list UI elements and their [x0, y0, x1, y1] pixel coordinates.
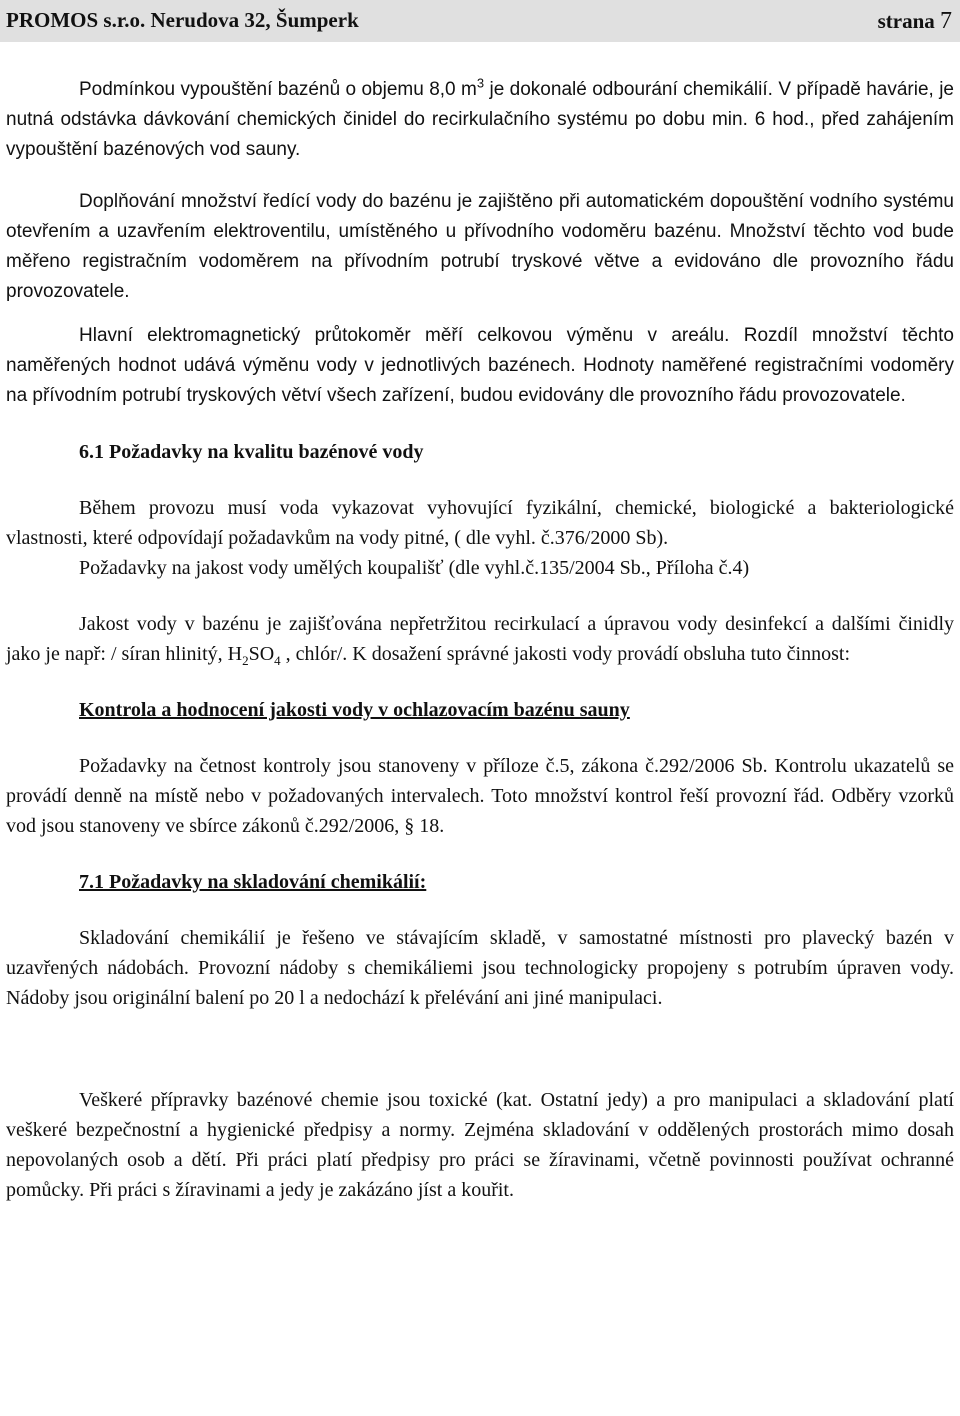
p1-text-a: Podmínkou vypouštění bazénů o objemu 8,0 m: [79, 79, 477, 100]
p6-subscript-2: 4: [274, 653, 281, 668]
paragraph-chemical-storage: Skladování chemikálií je řešeno ve stávajícím skladě, v samostatné místnosti pro plavecký bazén v uzavřených nádobách. Provozní nádoby s chemikáliemi jsou technologicky propojeny s potrubím úpraven vody. Nádoby jsou originální balení po 20 l a nedochází k přelévání ani jiné manipulaci.: [6, 927, 954, 1009]
header-company: PROMOS s.r.o. Nerudova 32, Šumperk: [6, 8, 359, 32]
header-page-number: 7: [940, 8, 952, 34]
heading-7-1: 7.1 Požadavky na skladování chemikálií:: [79, 871, 427, 893]
p6-text-a: Jakost vody v bazénu je zajišťována nepřetržitou recirkulací a úpravou vody desinfekcí a dalšími činidly jako je např: / síran hlinitý, H: [6, 613, 954, 665]
paragraph-water-quality: Během provozu musí voda vykazovat vyhovující fyzikální, chemické, biologické a bakteriologické vlastnosti, které odpovídají požadavkům na vody pitné, ( dle vyhl. č.376/2000 Sb).: [6, 497, 954, 549]
paragraph-flowmeter: Hlavní elektromagnetický průtokoměr měří celkovou výměnu v areálu. Rozdíl množství těchto naměřených hodnot udává výměnu vody v jednotlivých bazénech. Hodnoty naměřené registračními vodoměry na přívodním potrubí tryskových větví všech zařízení, budou evidovány dle provozního řádu provozovatele.: [6, 325, 954, 406]
paragraph-control-frequency: Požadavky na četnost kontroly jsou stanoveny v příloze č.5, zákona č.292/2006 Sb. Kontrolu ukazatelů se provádí denně na místě nebo v požadovaných intervalech. Toto množství kontrol řeší provozní řád. Odběry vzorků vod jsou stanoveny ve sbírce zákonů č.292/2006, § 18.: [6, 755, 954, 837]
header-page: [878, 8, 952, 35]
heading-6-1: 6.1 Požadavky na kvalitu bazénové vody: [79, 441, 424, 463]
paragraph-quality-requirements: Požadavky na jakost vody umělých koupališť (dle vyhl.č.135/2004 Sb., Příloha č.4): [79, 557, 750, 579]
paragraph-chemical-safety: Veškeré přípravky bazénové chemie jsou toxické (kat. Ostatní jedy) a pro manipulaci a skladování platí veškeré bezpečnostní a hygienické předpisy a normy. Zejména skladování v oddělených prostorách mimo dosah nepovolaných osob a dětí. Při práci platí předpisy pro práci se žíravinami, včetně povinnosti používat ochranné pomůcky. Při práci s žíravinami a jedy je zakázáno jíst a kouřit.: [6, 1089, 954, 1201]
p6-subscript-1: 2: [242, 653, 249, 668]
document-body: [6, 75, 954, 1205]
heading-control: Kontrola a hodnocení jakosti vody v ochlazovacím bazénu sauny: [79, 699, 630, 721]
p1-superscript: 3: [476, 75, 485, 91]
p6-text-b: SO: [248, 643, 275, 665]
p6-text-c: , chlór/. K dosažení správné jakosti vody provádí obsluha tuto činnost:: [280, 643, 851, 665]
paragraph-water-treatment: [6, 609, 954, 669]
p1-text-b: je dokonalé odbourání chemikálií. V případě havárie, je nutná odstávka dávkování chemických činidel do recirkulačního systému po dobu min. 6 hod., před zahájením vypouštění bazénových vod sauny.: [6, 79, 955, 160]
paragraph-water-refill: Doplňování množství ředící vody do bazénu je zajištěno při automatickém dopouštění vodního systému otevřením a uzavřením elektroventilu, umístěného u přívodního vodoměru bazénu. Množství těchto vod bude měřeno registračním vodoměrem na přívodním potrubí tryskové větve a evidováno dle provozního řádu provozovatele.: [6, 191, 954, 302]
page-header: [0, 0, 960, 42]
header-page-label: strana: [877, 9, 935, 33]
paragraph-pool-drain: [6, 75, 954, 165]
